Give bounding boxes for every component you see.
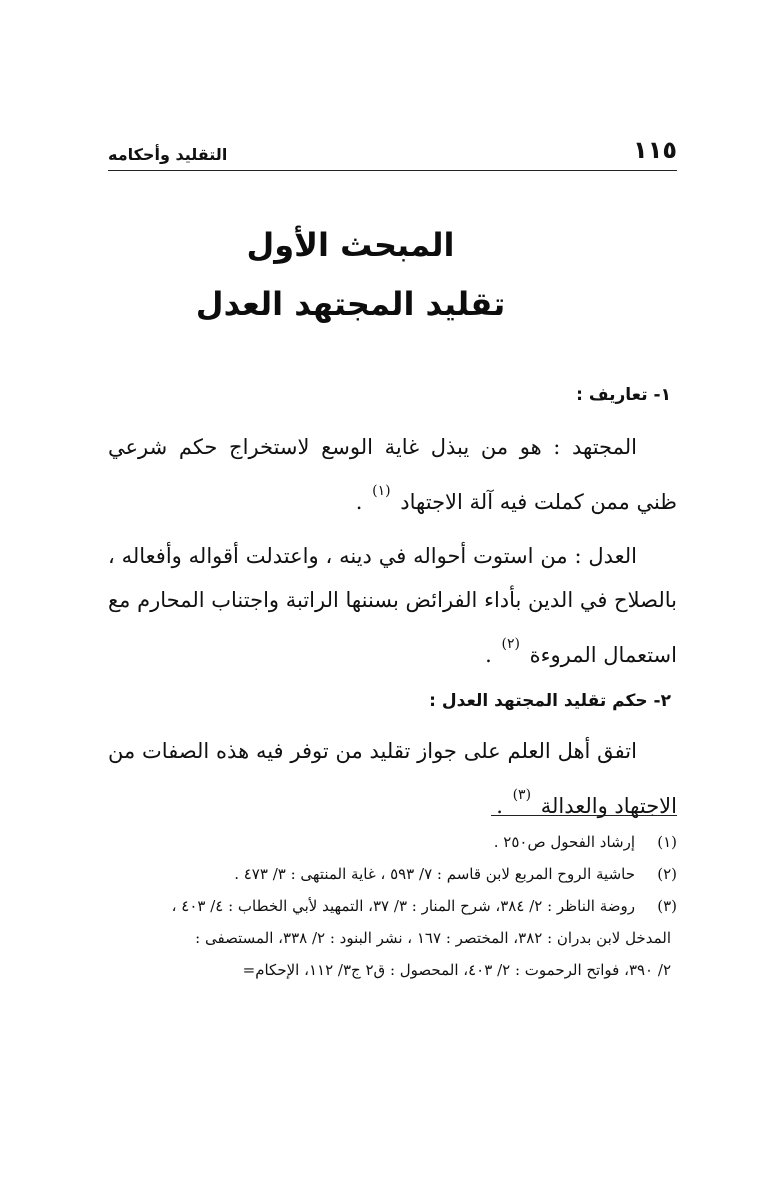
chapter-subtitle: تقليد المجتهد العدل bbox=[195, 285, 506, 323]
section-heading-ruling: ٢- حكم تقليد المجتهد العدل : bbox=[429, 691, 671, 711]
header-rule bbox=[108, 170, 677, 171]
footnote-text: إرشاد الفحول ص٢٥٠ . bbox=[493, 833, 635, 851]
paragraph-text: من استوت أحواله في دينه ، واعتدلت أقواله وأفعاله ، بالصلاح في الدين بأداء الفرائض بسننها الراتبة واجتناب المحارم مع استعمال المروءة bbox=[108, 544, 677, 667]
footnote-number: (١) bbox=[657, 833, 677, 851]
term-label: العدل : bbox=[574, 544, 638, 568]
footnote-continuation: ٢/ ٣٩٠، فواتح الرحموت : ٢/ ٤٠٣، المحصول : ق٢ ج٣/ ١١٢، الإحكام= bbox=[242, 961, 671, 979]
paragraph-tail: . bbox=[355, 490, 363, 514]
footnote-ref: (٢) bbox=[501, 636, 520, 652]
term-label: المجتهد : bbox=[553, 435, 637, 459]
running-header bbox=[108, 134, 677, 164]
paragraph-mujtahid-definition bbox=[108, 425, 677, 524]
footnote-item bbox=[108, 826, 677, 858]
paragraph-text: اتفق أهل العلم على جواز تقليد من توفر فيه هذه الصفات من الاجتهاد والعدالة bbox=[108, 739, 677, 818]
running-title: التقليد وأحكامه bbox=[108, 145, 228, 164]
footnote-text: حاشية الروح المربع لابن قاسم : ٧/ ٥٩٣ ، غاية المنتهى : ٣/ ٤٧٣ . bbox=[234, 865, 635, 883]
footnote-separator bbox=[491, 815, 677, 816]
paragraph-ruling bbox=[108, 729, 677, 828]
footnote-item bbox=[108, 890, 677, 922]
footnote-text: روضة الناظر : ٢/ ٣٨٤، شرح المنار : ٣/ ٣٧، التمهيد لأبي الخطاب : ٤/ ٤٠٣ ، bbox=[171, 897, 635, 915]
paragraph-tail: . bbox=[485, 643, 492, 667]
footnote-item bbox=[108, 858, 677, 890]
footnote-ref: (١) bbox=[372, 483, 391, 499]
footnote-ref: (٣) bbox=[512, 787, 532, 803]
paragraph-adl-definition bbox=[108, 534, 677, 677]
chapter-title: المبحث الأول bbox=[246, 226, 455, 264]
section-heading-definitions: ١- تعاريف : bbox=[576, 385, 671, 405]
page-number: ١١٥ bbox=[633, 136, 677, 164]
paragraph-text: هو من يبذل غاية الوسع لاستخراج حكم شرعي ظني ممن كملت فيه آلة الاجتهاد bbox=[108, 435, 677, 514]
paragraph-tail: . bbox=[496, 794, 503, 818]
footnote-number: (٢) bbox=[657, 865, 677, 883]
footnote-continuation: المدخل لابن بدران : ٣٨٢، المختصر : ١٦٧ ، نشر البنود : ٢/ ٣٣٨، المستصفى : bbox=[195, 929, 671, 947]
main-text bbox=[108, 385, 677, 838]
footnotes bbox=[108, 826, 677, 986]
footnote-number: (٣) bbox=[657, 897, 677, 915]
